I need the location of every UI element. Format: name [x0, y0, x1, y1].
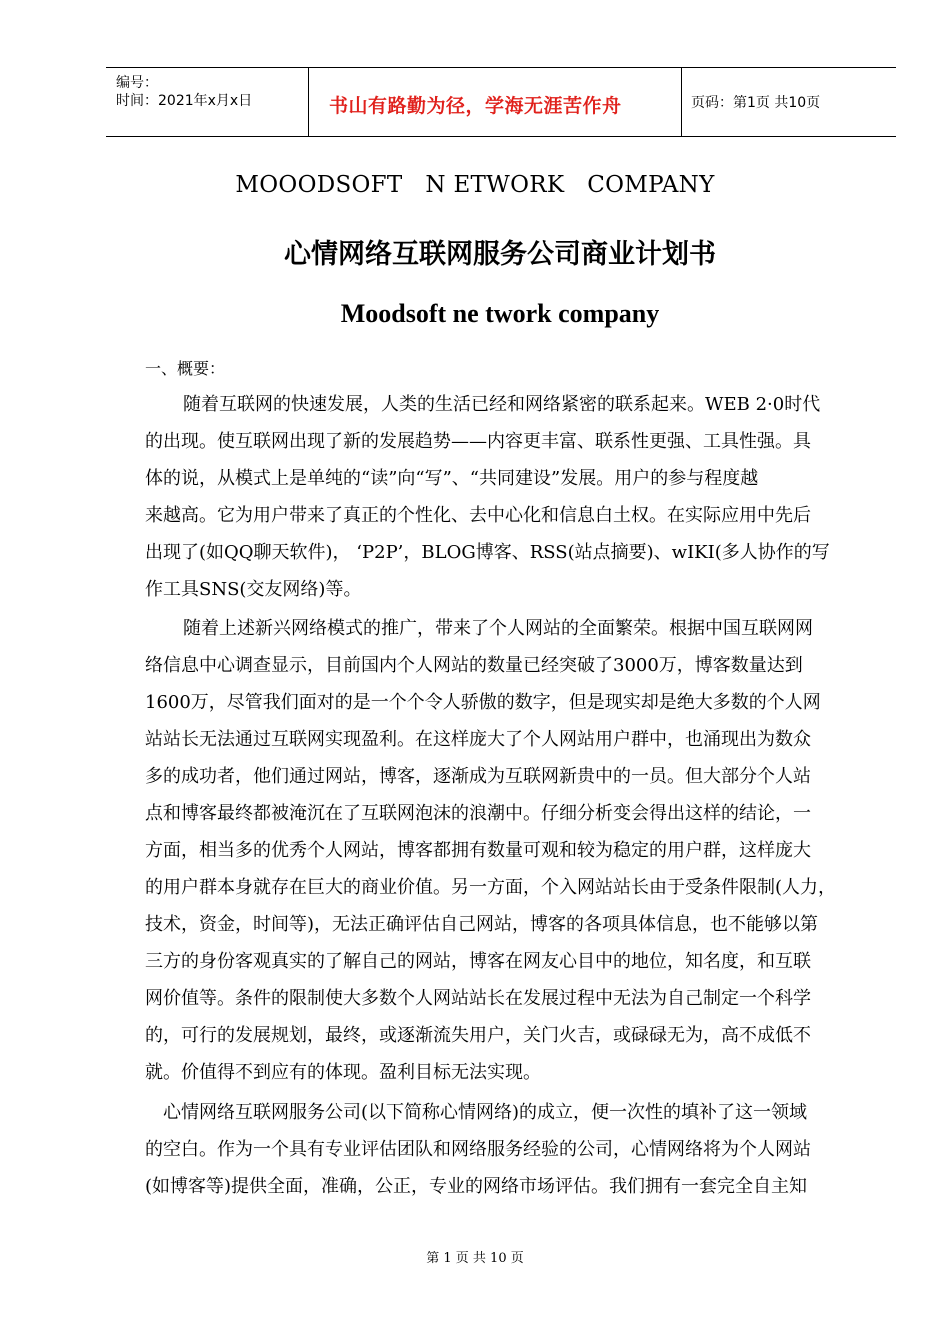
body-line: (如博客等)提供全面，准确，公正，专业的网络市场评估。我们拥有一套完全自主知	[145, 1176, 808, 1197]
body-line: 来越高。它为用户带来了真正的个性化、去中心化和信息白土权。在实际应用中先后	[145, 505, 811, 526]
document-number-label: 编号：	[116, 75, 158, 91]
body-line: 随着上述新兴网络模式的推广，带来了个人网站的全面繁荣。根据中国互联网网	[183, 618, 813, 639]
body-line: 的出现。使互联网出现了新的发展趋势——内容更丰富、联系性更强、工具性强。具	[145, 431, 811, 452]
body-line: 心情网络互联网服务公司(以下简称心情网络)的成立，便一次性的填补了这一领域	[163, 1102, 808, 1123]
header-motto: 书山有路勤为径，学海无涯苦作舟	[329, 95, 622, 117]
body-line: 的用户群本身就存在巨大的商业价值。另一方面，个入网站站长由于受条件限制(人力，	[145, 877, 837, 898]
title-english: Moodsoft ne twork company	[340, 299, 660, 328]
header-motto-cell	[309, 68, 682, 136]
body-line: 就。价值得不到应有的体现。盈利目标无法实现。	[145, 1062, 541, 1083]
header-meta-cell	[106, 68, 309, 136]
body-line: 技术，资金，时间等)，无法正确评估自己网站，博客的各项具体信息，也不能够以第	[145, 914, 819, 935]
document-time-label: 时间：2021年x月x日	[116, 93, 253, 109]
body-line: 方面，相当多的优秀个人网站，博客都拥有数量可观和较为稳定的用户群，这样庞大	[145, 840, 811, 861]
section-heading: 一、概要：	[145, 359, 226, 378]
title-english-caps: MOOODSOFT N ETWORK COMPANY	[235, 172, 715, 198]
body-line: 网价值等。条件的限制使大多数个人网站站长在发展过程中无法为自己制定一个科学	[145, 988, 811, 1009]
body-line: 随着互联网的快速发展，人类的生活已经和网络紧密的联系起来。WEB 2·0时代	[183, 394, 821, 415]
body-line: 的，可行的发展规划，最终，或逐渐流失用户，关门火吉，或碌碌无为，高不成低不	[145, 1025, 811, 1046]
header-table	[106, 67, 896, 137]
body-line: 络信息中心调查显示，目前国内个人网站的数量已经突破了3000万，博客数量达到	[145, 655, 803, 676]
header-page-cell	[682, 68, 896, 136]
body-line: 体的说，从模式上是单纯的“读”向“写”、“共同建设”发展。用户的参与程度越	[145, 468, 759, 489]
header-page-info: 页码：第1页 共10页	[691, 95, 821, 111]
page-footer: 第 1 页 共 10 页	[426, 1251, 524, 1266]
body-line: 作工具SNS(交友网络)等。	[145, 579, 362, 600]
body-line: 1600万，尽管我们面对的是一个个令人骄傲的数字，但是现实却是绝大多数的个人网	[145, 692, 821, 713]
body-line: 站站长无法通过互联网实现盈利。在这样庞大了个人网站用户群中，也涌现出为数众	[145, 729, 811, 750]
body-line: 的空白。作为一个具有专业评估团队和网络服务经验的公司，心情网络将为个人网站	[145, 1139, 811, 1160]
body-line: 多的成功者，他们通过网站，博客，逐渐成为互联网新贵中的一员。但大部分个人站	[145, 766, 811, 787]
body-line: 出现了(如QQ聊天软件)， ‘P2P’，BLOG博客、RSS(站点摘要)、wIKI(多人协作的写	[145, 542, 830, 563]
body-line: 点和博客最终都被淹沉在了互联网泡沫的浪潮中。仔细分析变会得出这样的结论，一	[145, 803, 811, 824]
body-line: 三方的身份客观真实的了解自己的网站，博客在网友心目中的地位，知名度，和互联	[145, 951, 811, 972]
title-chinese: 心情网络互联网服务公司商业计划书	[284, 239, 716, 270]
